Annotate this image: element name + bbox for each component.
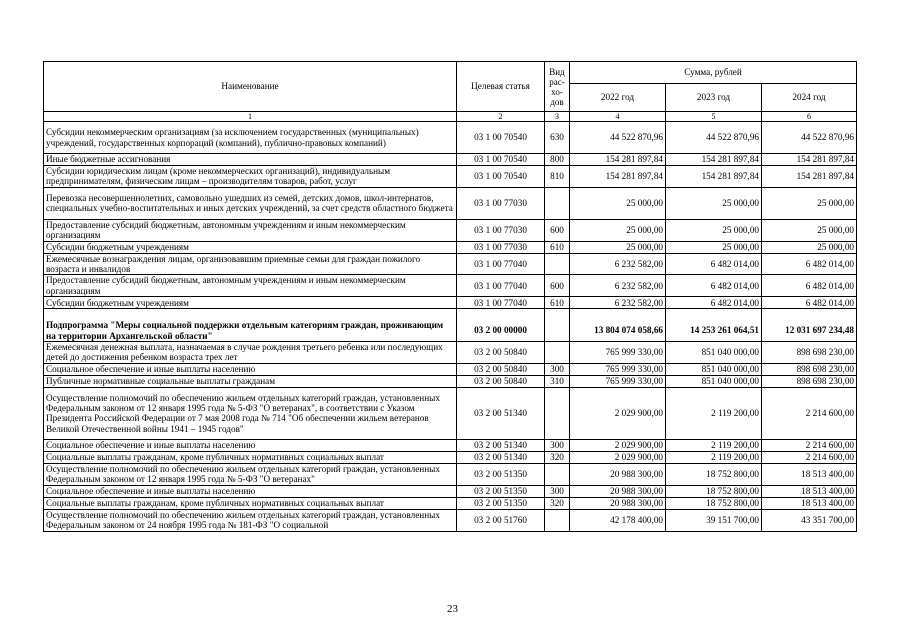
row-name-cell: Социальное обеспечение и иные выплаты населению: [44, 485, 457, 497]
table-row: [44, 485, 857, 497]
row-amount-2023-cell: 6 482 014,00: [666, 275, 762, 297]
row-name-cell: Субсидии бюджетным учреждениям: [44, 297, 457, 309]
table-row: [44, 497, 857, 509]
row-amount-2022-cell: 20 988 300,00: [570, 463, 666, 485]
row-amount-2024-cell: 2 214 600,00: [762, 439, 857, 451]
table-row: [44, 297, 857, 309]
row-name-cell: Социальное обеспечение и иные выплаты населению: [44, 439, 457, 451]
table-row: [44, 253, 857, 275]
table-row: [44, 187, 857, 219]
row-amount-2023-cell: 25 000,00: [666, 187, 762, 219]
column-number: 2: [457, 112, 545, 122]
row-code-cell: 03 1 00 70540: [457, 166, 545, 188]
row-amount-2022-cell: 765 999 330,00: [570, 342, 666, 364]
budget-table: [43, 61, 857, 532]
row-amount-2024-cell: 154 281 897,84: [762, 154, 857, 166]
header-amount: Сумма, рублей: [570, 62, 857, 84]
row-amount-2022-cell: 2 029 900,00: [570, 439, 666, 451]
row-name-cell: Социальные выплаты гражданам, кроме публичных нормативных социальных выплат: [44, 451, 457, 463]
row-amount-2024-cell: 25 000,00: [762, 219, 857, 241]
row-amount-2023-cell: 2 119 200,00: [666, 451, 762, 463]
row-expense-type-cell: [545, 187, 570, 219]
row-name-cell: Субсидии бюджетным учреждениям: [44, 241, 457, 253]
header-target-article: Целевая статья: [457, 62, 545, 112]
header-year-2023: 2023 год: [666, 84, 762, 112]
row-amount-2022-cell: 6 232 582,00: [570, 253, 666, 275]
row-amount-2022-cell: 154 281 897,84: [570, 154, 666, 166]
table-row: [44, 122, 857, 154]
row-expense-type-cell: 300: [545, 485, 570, 497]
row-code-cell: 03 1 00 77040: [457, 275, 545, 297]
row-name-cell: Предоставление субсидий бюджетным, автономным учреждениям и иным некоммерческим организациям: [44, 219, 457, 241]
row-amount-2024-cell: 12 031 697 234,48: [762, 309, 857, 342]
row-expense-type-cell: 320: [545, 497, 570, 509]
header-year-2022: 2022 год: [570, 84, 666, 112]
row-amount-2023-cell: 851 040 000,00: [666, 342, 762, 364]
row-expense-type-cell: [545, 309, 570, 342]
row-amount-2024-cell: 25 000,00: [762, 241, 857, 253]
row-code-cell: 03 1 00 77040: [457, 297, 545, 309]
row-amount-2023-cell: 18 752 800,00: [666, 497, 762, 509]
row-amount-2024-cell: 154 281 897,84: [762, 166, 857, 188]
column-number-row: [44, 112, 857, 122]
row-code-cell: 03 1 00 70540: [457, 154, 545, 166]
table-row: [44, 241, 857, 253]
row-name-cell: Ежемесячные вознаграждения лицам, организовавшим приемные семьи для граждан пожилого возраста и инвалидов: [44, 253, 457, 275]
row-code-cell: 03 2 00 00000: [457, 309, 545, 342]
header-row-top: [44, 62, 857, 84]
row-expense-type-cell: 610: [545, 297, 570, 309]
row-name-cell: Осуществление полномочий по обеспечению жильем отдельных категорий граждан, установленных Федеральным законом от 12 января 1995 года № 5-ФЗ "О ветеранах", в соответствии с Указом Президента Российской Федерации от 7 мая 2008 года № 714 "Об обеспечении жильем ветеранов Великой Отечественной войны 1941 – 1945 годов": [44, 387, 457, 439]
row-name-cell: Социальные выплаты гражданам, кроме публичных нормативных социальных выплат: [44, 497, 457, 509]
table-row: [44, 342, 857, 364]
row-name-cell: Перевозка несовершеннолетних, самовольно ушедших из семей, детских домов, школ-интернатов, специальных учебно-воспитательных и иных детских учреждений, за счет средств областного бюджета: [44, 187, 457, 219]
row-code-cell: 03 1 00 77030: [457, 187, 545, 219]
row-amount-2023-cell: 2 119 200,00: [666, 387, 762, 439]
row-amount-2022-cell: 20 988 300,00: [570, 497, 666, 509]
row-amount-2023-cell: 25 000,00: [666, 219, 762, 241]
row-code-cell: 03 2 00 51340: [457, 387, 545, 439]
row-amount-2022-cell: 2 029 900,00: [570, 387, 666, 439]
header-name: Наименование: [44, 62, 457, 112]
row-name-cell: Предоставление субсидий бюджетным, автономным учреждениям и иным некоммерческим организациям: [44, 275, 457, 297]
row-amount-2022-cell: 42 178 400,00: [570, 509, 666, 531]
table-row: [44, 219, 857, 241]
row-amount-2022-cell: 2 029 900,00: [570, 451, 666, 463]
row-code-cell: 03 2 00 50840: [457, 363, 545, 375]
row-name-cell: Осуществление полномочий по обеспечению жильем отдельных категорий граждан, установленных Федеральным законом от 12 января 1995 года № 5-ФЗ "О ветеранах": [44, 463, 457, 485]
row-expense-type-cell: [545, 387, 570, 439]
row-name-cell: Подпрограмма "Меры социальной поддержки отдельным категориям граждан, проживающим на территории Архангельской области": [44, 309, 457, 342]
table-row: [44, 387, 857, 439]
row-amount-2023-cell: 6 482 014,00: [666, 253, 762, 275]
row-amount-2024-cell: 18 513 400,00: [762, 485, 857, 497]
column-number: 1: [44, 112, 457, 122]
row-amount-2023-cell: 851 040 000,00: [666, 363, 762, 375]
column-number: 4: [570, 112, 666, 122]
row-code-cell: 03 1 00 77040: [457, 253, 545, 275]
table-row: [44, 463, 857, 485]
row-amount-2023-cell: 44 522 870,96: [666, 122, 762, 154]
table-row: [44, 439, 857, 451]
row-amount-2024-cell: 43 351 700,00: [762, 509, 857, 531]
table-body: [44, 62, 857, 532]
row-expense-type-cell: [545, 463, 570, 485]
page-number: 23: [447, 603, 458, 615]
row-amount-2023-cell: 2 119 200,00: [666, 439, 762, 451]
row-expense-type-cell: [545, 342, 570, 364]
row-expense-type-cell: 800: [545, 154, 570, 166]
row-amount-2022-cell: 44 522 870,96: [570, 122, 666, 154]
row-amount-2022-cell: 765 999 330,00: [570, 363, 666, 375]
table-row: [44, 375, 857, 387]
row-expense-type-cell: [545, 509, 570, 531]
row-amount-2022-cell: 13 804 074 058,66: [570, 309, 666, 342]
table-row: [44, 509, 857, 531]
row-code-cell: 03 2 00 50840: [457, 342, 545, 364]
column-number: 5: [666, 112, 762, 122]
row-amount-2022-cell: 25 000,00: [570, 219, 666, 241]
row-amount-2022-cell: 765 999 330,00: [570, 375, 666, 387]
row-amount-2022-cell: 6 232 582,00: [570, 297, 666, 309]
row-amount-2022-cell: 20 988 300,00: [570, 485, 666, 497]
table-row: [44, 363, 857, 375]
row-amount-2024-cell: 6 482 014,00: [762, 275, 857, 297]
row-expense-type-cell: 300: [545, 439, 570, 451]
row-code-cell: 03 2 00 51350: [457, 497, 545, 509]
table-row: [44, 154, 857, 166]
row-code-cell: 03 2 00 51340: [457, 439, 545, 451]
row-expense-type-cell: 300: [545, 363, 570, 375]
row-amount-2023-cell: 851 040 000,00: [666, 375, 762, 387]
header-expense-type: Вид рас-хо-дов: [545, 62, 570, 112]
row-code-cell: 03 2 00 51350: [457, 463, 545, 485]
row-amount-2022-cell: 6 232 582,00: [570, 275, 666, 297]
row-name-cell: Ежемесячная денежная выплата, назначаемая в случае рождения третьего ребенка или последующих детей до достижения ребенком возраста трех лет: [44, 342, 457, 364]
row-code-cell: 03 2 00 51350: [457, 485, 545, 497]
row-code-cell: 03 1 00 70540: [457, 122, 545, 154]
row-amount-2022-cell: 25 000,00: [570, 187, 666, 219]
row-amount-2023-cell: 18 752 800,00: [666, 463, 762, 485]
row-expense-type-cell: 610: [545, 241, 570, 253]
row-code-cell: 03 1 00 77030: [457, 219, 545, 241]
row-amount-2023-cell: 39 151 700,00: [666, 509, 762, 531]
row-amount-2024-cell: 898 698 230,00: [762, 363, 857, 375]
row-code-cell: 03 2 00 51340: [457, 451, 545, 463]
row-expense-type-cell: [545, 253, 570, 275]
row-name-cell: Публичные нормативные социальные выплаты гражданам: [44, 375, 457, 387]
row-amount-2024-cell: 25 000,00: [762, 187, 857, 219]
row-amount-2023-cell: 154 281 897,84: [666, 166, 762, 188]
row-name-cell: Субсидии некоммерческим организациям (за исключением государственных (муниципальных) учреждений, государственных корпораций (компаний), публично-правовых компаний): [44, 122, 457, 154]
row-code-cell: 03 2 00 50840: [457, 375, 545, 387]
row-amount-2023-cell: 18 752 800,00: [666, 485, 762, 497]
row-expense-type-cell: 320: [545, 451, 570, 463]
header-year-2024: 2024 год: [762, 84, 857, 112]
row-name-cell: Субсидии юридическим лицам (кроме некоммерческих организаций), индивидуальным предпринимателям, физическим лицам – производителям товаров, работ, услуг: [44, 166, 457, 188]
table-row: [44, 166, 857, 188]
column-number: 6: [762, 112, 857, 122]
row-code-cell: 03 2 00 51760: [457, 509, 545, 531]
row-amount-2024-cell: 898 698 230,00: [762, 342, 857, 364]
row-expense-type-cell: 600: [545, 275, 570, 297]
row-name-cell: Социальное обеспечение и иные выплаты населению: [44, 363, 457, 375]
row-code-cell: 03 1 00 77030: [457, 241, 545, 253]
row-expense-type-cell: 810: [545, 166, 570, 188]
row-amount-2023-cell: 25 000,00: [666, 241, 762, 253]
row-amount-2024-cell: 44 522 870,96: [762, 122, 857, 154]
row-amount-2024-cell: 2 214 600,00: [762, 387, 857, 439]
row-expense-type-cell: 310: [545, 375, 570, 387]
row-amount-2024-cell: 898 698 230,00: [762, 375, 857, 387]
table-row: [44, 309, 857, 342]
row-amount-2023-cell: 6 482 014,00: [666, 297, 762, 309]
row-amount-2024-cell: 6 482 014,00: [762, 297, 857, 309]
row-amount-2024-cell: 2 214 600,00: [762, 451, 857, 463]
table-row: [44, 451, 857, 463]
row-amount-2023-cell: 14 253 261 064,51: [666, 309, 762, 342]
row-name-cell: Осуществление полномочий по обеспечению жильем отдельных категорий граждан, установленных Федеральным законом от 24 ноября 1995 года № 181-ФЗ "О социальной: [44, 509, 457, 531]
column-number: 3: [545, 112, 570, 122]
row-expense-type-cell: 600: [545, 219, 570, 241]
table-row: [44, 275, 857, 297]
row-name-cell: Иные бюджетные ассигнования: [44, 154, 457, 166]
row-amount-2024-cell: 6 482 014,00: [762, 253, 857, 275]
row-expense-type-cell: 630: [545, 122, 570, 154]
row-amount-2022-cell: 154 281 897,84: [570, 166, 666, 188]
row-amount-2022-cell: 25 000,00: [570, 241, 666, 253]
row-amount-2024-cell: 18 513 400,00: [762, 497, 857, 509]
row-amount-2023-cell: 154 281 897,84: [666, 154, 762, 166]
row-amount-2024-cell: 18 513 400,00: [762, 463, 857, 485]
